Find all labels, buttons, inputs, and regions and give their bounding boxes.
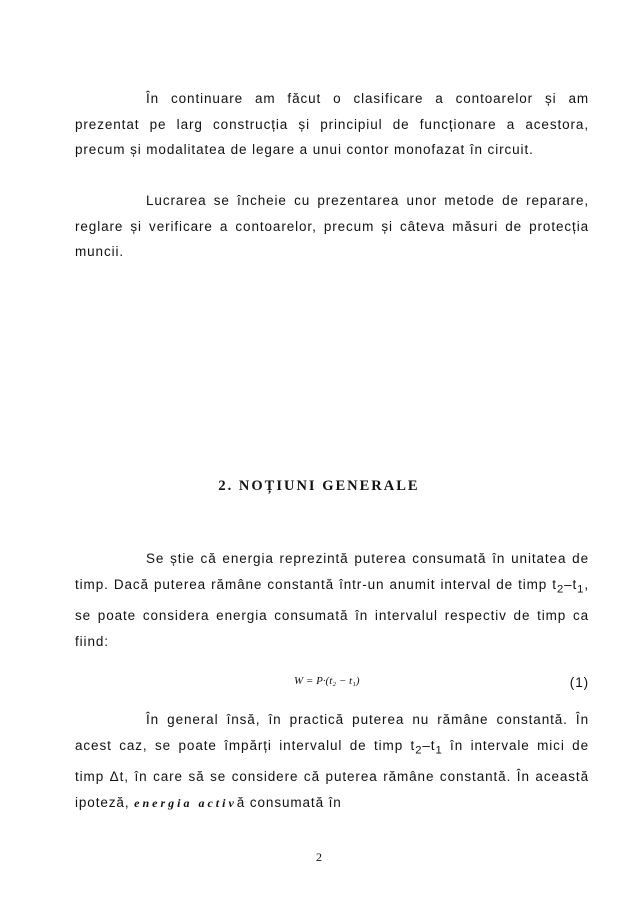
intro-paragraph-1: În continuare am făcut o clasificare a contoarelor și am prezentat pe larg construcția și principiul de funcționare a acestora, precum și modalitatea de legare a unui contor monofazat în circuit. [75, 91, 589, 158]
intro-paragraph-2: Lucrarea se încheie cu prezentarea unor metode de reparare, reglare și verificare a contoarelor, precum și câteva măsuri de protecția muncii. [75, 193, 589, 260]
p1-text-a: Se știe că energia reprezintă puterea consumată în unitatea de timp. Dacă puterea rămâne constantă într-un anumit interval de timp t [75, 551, 589, 592]
page-number: 2 [316, 850, 322, 864]
section-heading: 2. NOȚIUNI GENERALE [218, 478, 420, 494]
section-paragraph-1 [75, 546, 589, 655]
p2-sub-1: 1 [435, 744, 443, 757]
section-paragraph-2 [75, 707, 589, 817]
p1-sub-1: 1 [577, 583, 585, 596]
energy-formula: W = P·(t₂ − t₁) [294, 675, 360, 687]
equation-number: (1) [569, 675, 589, 690]
p2-sub-2: 2 [415, 744, 423, 757]
equation-row [75, 675, 589, 695]
p2-text-b: în intervale mici de timp Δt, în care să se considere că puterea rămâne constantă. În această ipoteză, [75, 737, 589, 810]
p1-dash: –t [564, 576, 578, 592]
p2-text-a: În general însă, în practică puterea nu rămâne constantă. În acest caz, se poate împărți intervalul de timp t [75, 712, 589, 753]
p1-text-b: , se poate considera energia consumată în intervalul respectiv de timp ca fiind: [75, 576, 589, 649]
p1-sub-2: 2 [556, 583, 565, 596]
p2-text-c: ă consumată în [236, 794, 342, 810]
active-energy-emphasis: energia activ [134, 795, 237, 810]
p2-dash: –t [422, 737, 436, 753]
